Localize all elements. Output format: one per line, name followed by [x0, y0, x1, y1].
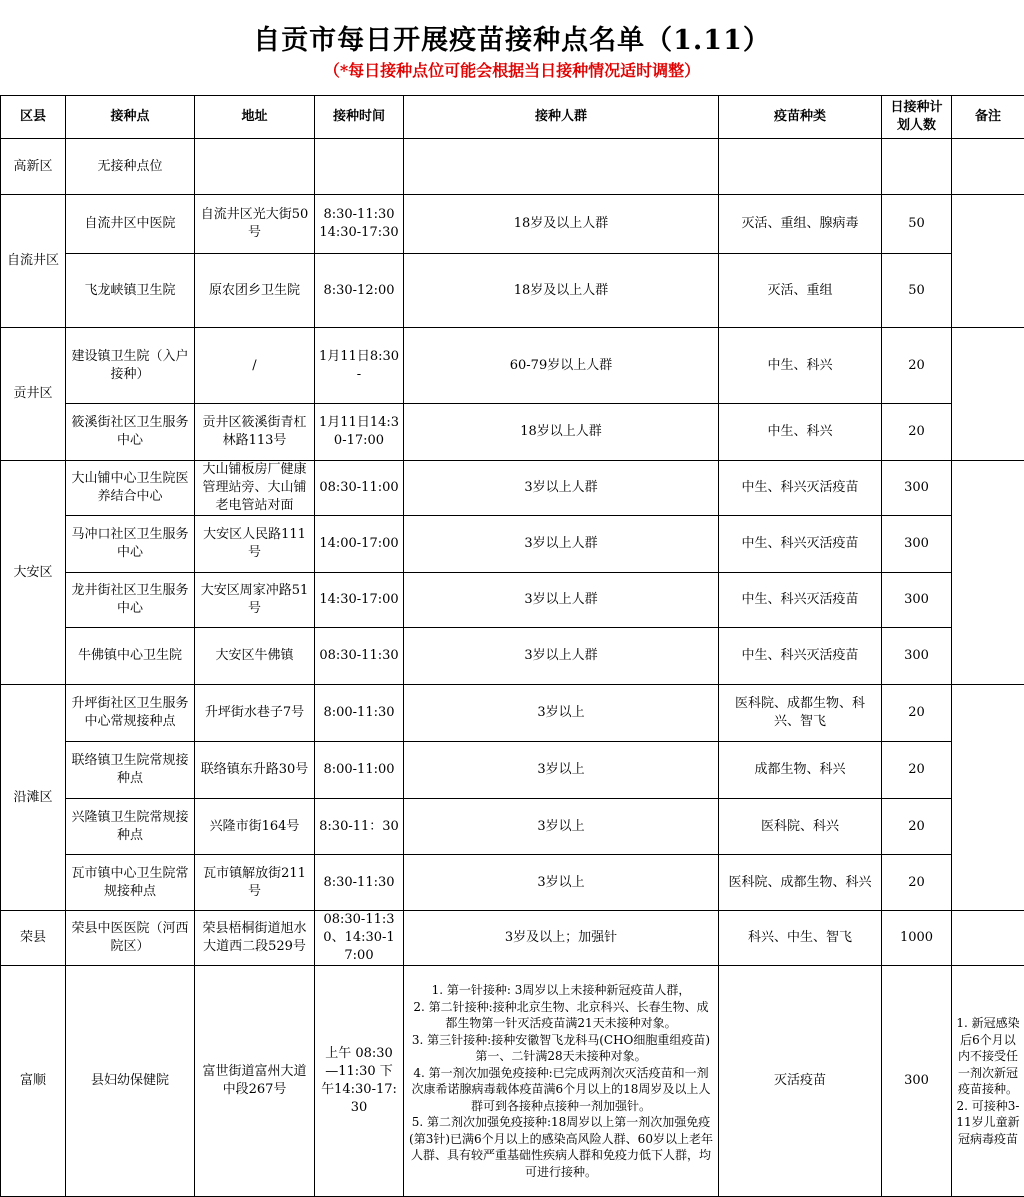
cell-address: 大安区人民路111号	[195, 516, 315, 573]
cell-population: 3岁以上人群	[404, 628, 719, 685]
population-line: 3. 第三针接种:接种安徽智飞龙科马(CHO细胞重组疫苗)第一、二针满28天未接种对象。	[408, 1032, 714, 1065]
cell-population: 3岁以上	[404, 799, 719, 855]
cell-time: 08:30-11:00	[315, 461, 404, 516]
table-row	[1, 799, 1024, 855]
page-title: 自贡市每日开展疫苗接种点名单（1.11）	[0, 18, 1024, 57]
cell-site: 龙井街社区卫生服务中心	[66, 573, 195, 628]
header-site: 接种点	[66, 96, 195, 139]
cell-vaccine: 医科院、科兴	[719, 799, 882, 855]
cell-vaccine: 中生、科兴灭活疫苗	[719, 573, 882, 628]
population-line: 2. 第二针接种:接种北京生物、北京科兴、长春生物、成都生物第一针灭活疫苗满21天未接种对象。	[408, 999, 714, 1032]
cell-time: 8:30-11:30	[315, 855, 404, 911]
cell-plan	[882, 139, 952, 195]
cell-site: 牛佛镇中心卫生院	[66, 628, 195, 685]
cell-plan: 300	[882, 966, 952, 1197]
cell-district: 贡井区	[1, 328, 66, 461]
cell-plan: 1000	[882, 911, 952, 966]
table-row	[1, 966, 1024, 1197]
note-line: 1. 新冠感染后6个月以内不接受任一剂次新冠疫苗接种。	[956, 1015, 1020, 1098]
cell-address: 原农团乡卫生院	[195, 254, 315, 328]
cell-district: 荣县	[1, 911, 66, 966]
cell-population	[404, 139, 719, 195]
header-time: 接种时间	[315, 96, 404, 139]
cell-time: 8:00-11:30	[315, 685, 404, 742]
population-line: 1. 第一针接种: 3周岁以上未接种新冠疫苗人群，	[408, 982, 714, 999]
cell-site: 瓦市镇中心卫生院常规接种点	[66, 855, 195, 911]
page-header	[0, 0, 1024, 95]
cell-note	[952, 195, 1024, 328]
cell-plan: 20	[882, 855, 952, 911]
table-row	[1, 516, 1024, 573]
cell-vaccine: 灭活、重组	[719, 254, 882, 328]
cell-vaccine: 医科院、成都生物、科兴	[719, 855, 882, 911]
cell-plan: 20	[882, 404, 952, 461]
cell-plan: 50	[882, 254, 952, 328]
cell-population: 18岁以上人群	[404, 404, 719, 461]
table-row	[1, 911, 1024, 966]
cell-note	[952, 685, 1024, 911]
cell-plan: 20	[882, 799, 952, 855]
cell-district: 自流井区	[1, 195, 66, 328]
cell-plan: 20	[882, 328, 952, 404]
cell-note	[952, 966, 1024, 1197]
header-district: 区县	[1, 96, 66, 139]
table-row	[1, 742, 1024, 799]
cell-district: 高新区	[1, 139, 66, 195]
cell-note	[952, 328, 1024, 461]
cell-site: 无接种点位	[66, 139, 195, 195]
cell-plan: 300	[882, 628, 952, 685]
cell-time: 8:30-11：30	[315, 799, 404, 855]
vaccination-sites-table	[0, 95, 1024, 1197]
cell-note	[952, 461, 1024, 685]
table-row	[1, 139, 1024, 195]
table-row	[1, 855, 1024, 911]
cell-note	[952, 911, 1024, 966]
cell-population: 3岁以上	[404, 742, 719, 799]
cell-site: 建设镇卫生院（入户接种）	[66, 328, 195, 404]
header-address: 地址	[195, 96, 315, 139]
cell-population	[404, 966, 719, 1197]
cell-population: 3岁以上	[404, 855, 719, 911]
table-header-row	[1, 96, 1024, 139]
cell-time: 8:30-12:00	[315, 254, 404, 328]
table-row	[1, 254, 1024, 328]
cell-address: 瓦市镇解放街211号	[195, 855, 315, 911]
page-subtitle: （*每日接种点位可能会根据当日接种情况适时调整）	[0, 58, 1024, 81]
cell-vaccine: 成都生物、科兴	[719, 742, 882, 799]
cell-plan: 20	[882, 742, 952, 799]
cell-time: 8:30-11:30 14:30-17:30	[315, 195, 404, 254]
cell-address: 大安区牛佛镇	[195, 628, 315, 685]
cell-population: 18岁及以上人群	[404, 254, 719, 328]
cell-site: 筱溪街社区卫生服务中心	[66, 404, 195, 461]
cell-address: 自流井区光大街50号	[195, 195, 315, 254]
cell-address: /	[195, 328, 315, 404]
cell-district: 沿滩区	[1, 685, 66, 911]
cell-population: 3岁以上	[404, 685, 719, 742]
cell-address: 联络镇东升路30号	[195, 742, 315, 799]
cell-site: 联络镇卫生院常规接种点	[66, 742, 195, 799]
cell-population: 3岁以上人群	[404, 573, 719, 628]
cell-vaccine: 中生、科兴灭活疫苗	[719, 628, 882, 685]
cell-address: 升坪街水巷子7号	[195, 685, 315, 742]
cell-site: 升坪街社区卫生服务中心常规接种点	[66, 685, 195, 742]
cell-vaccine: 灭活疫苗	[719, 966, 882, 1197]
cell-site: 兴隆镇卫生院常规接种点	[66, 799, 195, 855]
cell-vaccine: 中生、科兴	[719, 404, 882, 461]
cell-vaccine: 中生、科兴	[719, 328, 882, 404]
cell-vaccine	[719, 139, 882, 195]
cell-time: 8:00-11:00	[315, 742, 404, 799]
cell-vaccine: 医科院、成都生物、科兴、智飞	[719, 685, 882, 742]
cell-time: 1月11日14:30-17:00	[315, 404, 404, 461]
cell-site: 自流井区中医院	[66, 195, 195, 254]
cell-time	[315, 139, 404, 195]
note-line: 2. 可接种3-11岁儿童新冠病毒疫苗	[956, 1098, 1020, 1148]
cell-population: 18岁及以上人群	[404, 195, 719, 254]
cell-vaccine: 科兴、中生、智飞	[719, 911, 882, 966]
cell-plan: 300	[882, 516, 952, 573]
cell-address: 大安区周家冲路51号	[195, 573, 315, 628]
table-row	[1, 628, 1024, 685]
cell-address	[195, 139, 315, 195]
population-line: 4. 第一剂次加强免疫接种:已完成两剂次灭活疫苗和一剂次康希诺腺病毒载体疫苗满6个月以上的18周岁及以上人群可到各接种点接种一剂加强针。	[408, 1065, 714, 1115]
header-population: 接种人群	[404, 96, 719, 139]
table-row	[1, 404, 1024, 461]
cell-address: 荣县梧桐街道旭水大道西二段529号	[195, 911, 315, 966]
cell-population: 3岁及以上；加强针	[404, 911, 719, 966]
cell-plan: 300	[882, 461, 952, 516]
cell-plan: 300	[882, 573, 952, 628]
cell-site: 县妇幼保健院	[66, 966, 195, 1197]
cell-time: 上午 08:30—11:30 下午14:30-17:30	[315, 966, 404, 1197]
header-plan: 日接种计划人数	[882, 96, 952, 139]
cell-address: 大山铺板房厂健康管理站旁、大山铺老电管站对面	[195, 461, 315, 516]
cell-site: 马冲口社区卫生服务中心	[66, 516, 195, 573]
cell-site: 大山铺中心卫生院医养结合中心	[66, 461, 195, 516]
cell-plan: 20	[882, 685, 952, 742]
cell-time: 14:00-17:00	[315, 516, 404, 573]
cell-time: 14:30-17:00	[315, 573, 404, 628]
header-note: 备注	[952, 96, 1024, 139]
cell-population: 3岁以上人群	[404, 516, 719, 573]
cell-address: 兴隆市街164号	[195, 799, 315, 855]
table-row	[1, 573, 1024, 628]
table-row	[1, 685, 1024, 742]
cell-address: 贡井区筱溪街青杠林路113号	[195, 404, 315, 461]
cell-time: 08:30-11:30、14:30-17:00	[315, 911, 404, 966]
cell-site: 荣县中医医院（河西院区）	[66, 911, 195, 966]
header-vaccine: 疫苗种类	[719, 96, 882, 139]
table-row	[1, 195, 1024, 254]
cell-site: 飞龙峡镇卫生院	[66, 254, 195, 328]
cell-plan: 50	[882, 195, 952, 254]
population-line: 5. 第二剂次加强免疫接种:18周岁以上第一剂次加强免疫(第3针)已满6个月以上的感染高风险人群、60岁以上老年人群、具有较严重基础性疾病人群和免疫力低下人群，均可进行接种。	[408, 1114, 714, 1180]
cell-vaccine: 中生、科兴灭活疫苗	[719, 461, 882, 516]
table-row	[1, 461, 1024, 516]
cell-vaccine: 灭活、重组、腺病毒	[719, 195, 882, 254]
cell-population: 60-79岁以上人群	[404, 328, 719, 404]
table-row	[1, 328, 1024, 404]
cell-vaccine: 中生、科兴灭活疫苗	[719, 516, 882, 573]
cell-population: 3岁以上人群	[404, 461, 719, 516]
cell-note	[952, 139, 1024, 195]
cell-district: 富顺	[1, 966, 66, 1197]
cell-time: 1月11日8:30-	[315, 328, 404, 404]
cell-district: 大安区	[1, 461, 66, 685]
cell-time: 08:30-11:30	[315, 628, 404, 685]
cell-address: 富世街道富州大道中段267号	[195, 966, 315, 1197]
